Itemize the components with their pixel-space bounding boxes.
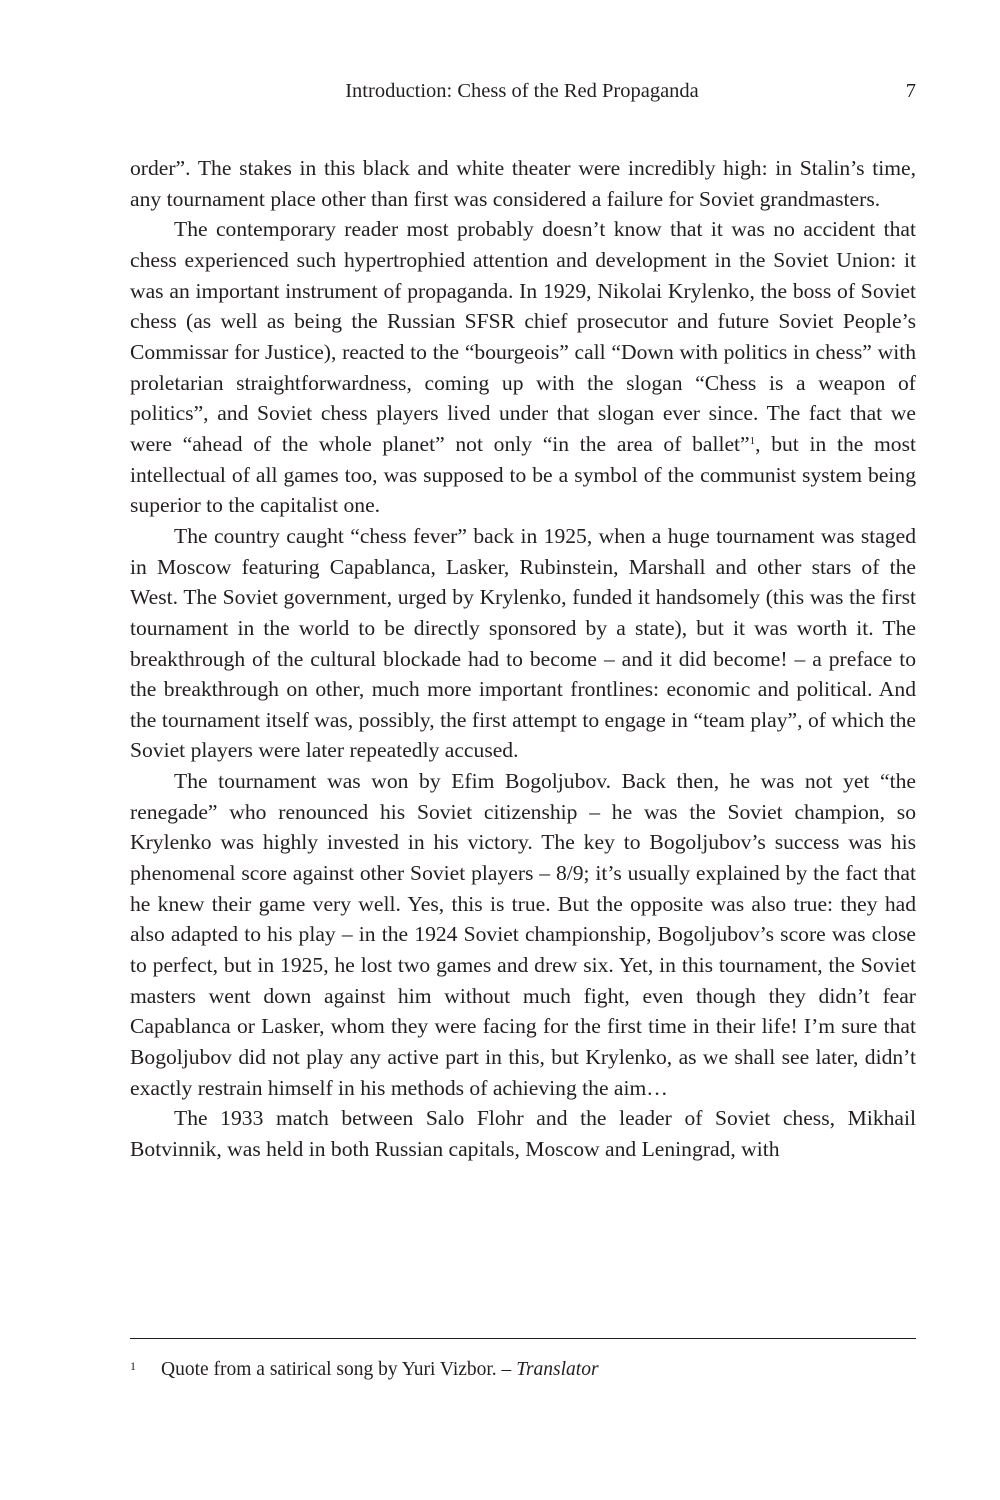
footnote-reference: 1 bbox=[749, 434, 756, 447]
paragraph: The tournament was won by Efim Bogoljubov. Back then, he was not yet “the renegade” who renounced his Soviet citizenship – he was the Soviet champion, so Krylenko was highly invested in his victory. The key to Bogoljubov’s success was his phenomenal score against other Soviet players – 8/9; it’s usually explained by the fact that he knew their game very well. Yes, this is true. But the opposite was also true: they had also adapted to his play – in the 1924 Soviet championship, Bogoljubov’s score was close to perfect, but in 1925, he lost two games and drew six. Yet, in this tournament, the Soviet masters went down against him without much fight, even though they didn’t fear Capablanca or Lasker, whom they were facing for the first time in their life! I’m sure that Bogoljubov did not play any active part in this, but Krylenko, as we shall see later, didn’t exactly restrain himself in his methods of achieving the aim… bbox=[130, 769, 916, 1100]
footnote-number: 1 bbox=[130, 1359, 136, 1373]
footnote-divider bbox=[130, 1338, 916, 1339]
paragraph: The country caught “chess fever” back in 1925, when a huge tournament was staged in Moscow featuring Capablanca, Lasker, Rubinstein, Marshall and other stars of the West. The Soviet government, urged by Krylenko, funded it handsomely (this was the first tournament in the world to be directly sponsored by a state), but it was worth it. The breakthrough of the cultural blockade had to become – and it did become! – a preface to the breakthrough on other, much more important frontlines: economic and political. And the tournament itself was, possibly, the first attempt to engage in “team play”, of which the Soviet players were later repeatedly accused. bbox=[130, 523, 916, 763]
paragraph-text-continued: , but in the most intellectual of all games too, was supposed to be a symbol of the communist system being superior to the capitalist one. bbox=[130, 431, 916, 518]
paragraph: order”. The stakes in this black and white theater were incredibly high: in Stalin’s time, any tournament place other than first was considered a failure for Soviet grandmasters. bbox=[130, 156, 916, 211]
running-title: Introduction: Chess of the Red Propaganda bbox=[345, 80, 699, 102]
footnote-attribution: Translator bbox=[516, 1359, 599, 1380]
page-number: 7 bbox=[905, 80, 916, 102]
paragraph: The 1933 match between Salo Flohr and the leader of Soviet chess, Mikhail Botvinnik, was held in both Russian capitals, Moscow and Leningrad, with bbox=[130, 1106, 916, 1161]
paragraph-text: The contemporary reader most probably doesn’t know that it was no accident that chess experienced such hypertrophied attention and development in the Soviet Union: it was an important instrument of propaganda. In 1929, Nikolai Krylenko, the boss of Soviet chess (as well as being the Russian SFSR chief prosecutor and future Soviet People’s Commissar for Justice), reacted to the “bourgeois” call “Down with politics in chess” with proletarian straightforwardness, coming up with the slogan “Chess is a weapon of politics”, and Soviet chess players lived under that slogan ever since. The fact that we were “ahead of the whole planet” not only “in the area of ballet” bbox=[130, 217, 916, 456]
footnote-text-line bbox=[161, 1356, 599, 1384]
body-text bbox=[130, 153, 916, 1165]
footnote-text: Quote from a satirical song by Yuri Vizbor. – bbox=[161, 1359, 517, 1380]
paragraph bbox=[130, 214, 916, 521]
running-header bbox=[128, 76, 916, 106]
